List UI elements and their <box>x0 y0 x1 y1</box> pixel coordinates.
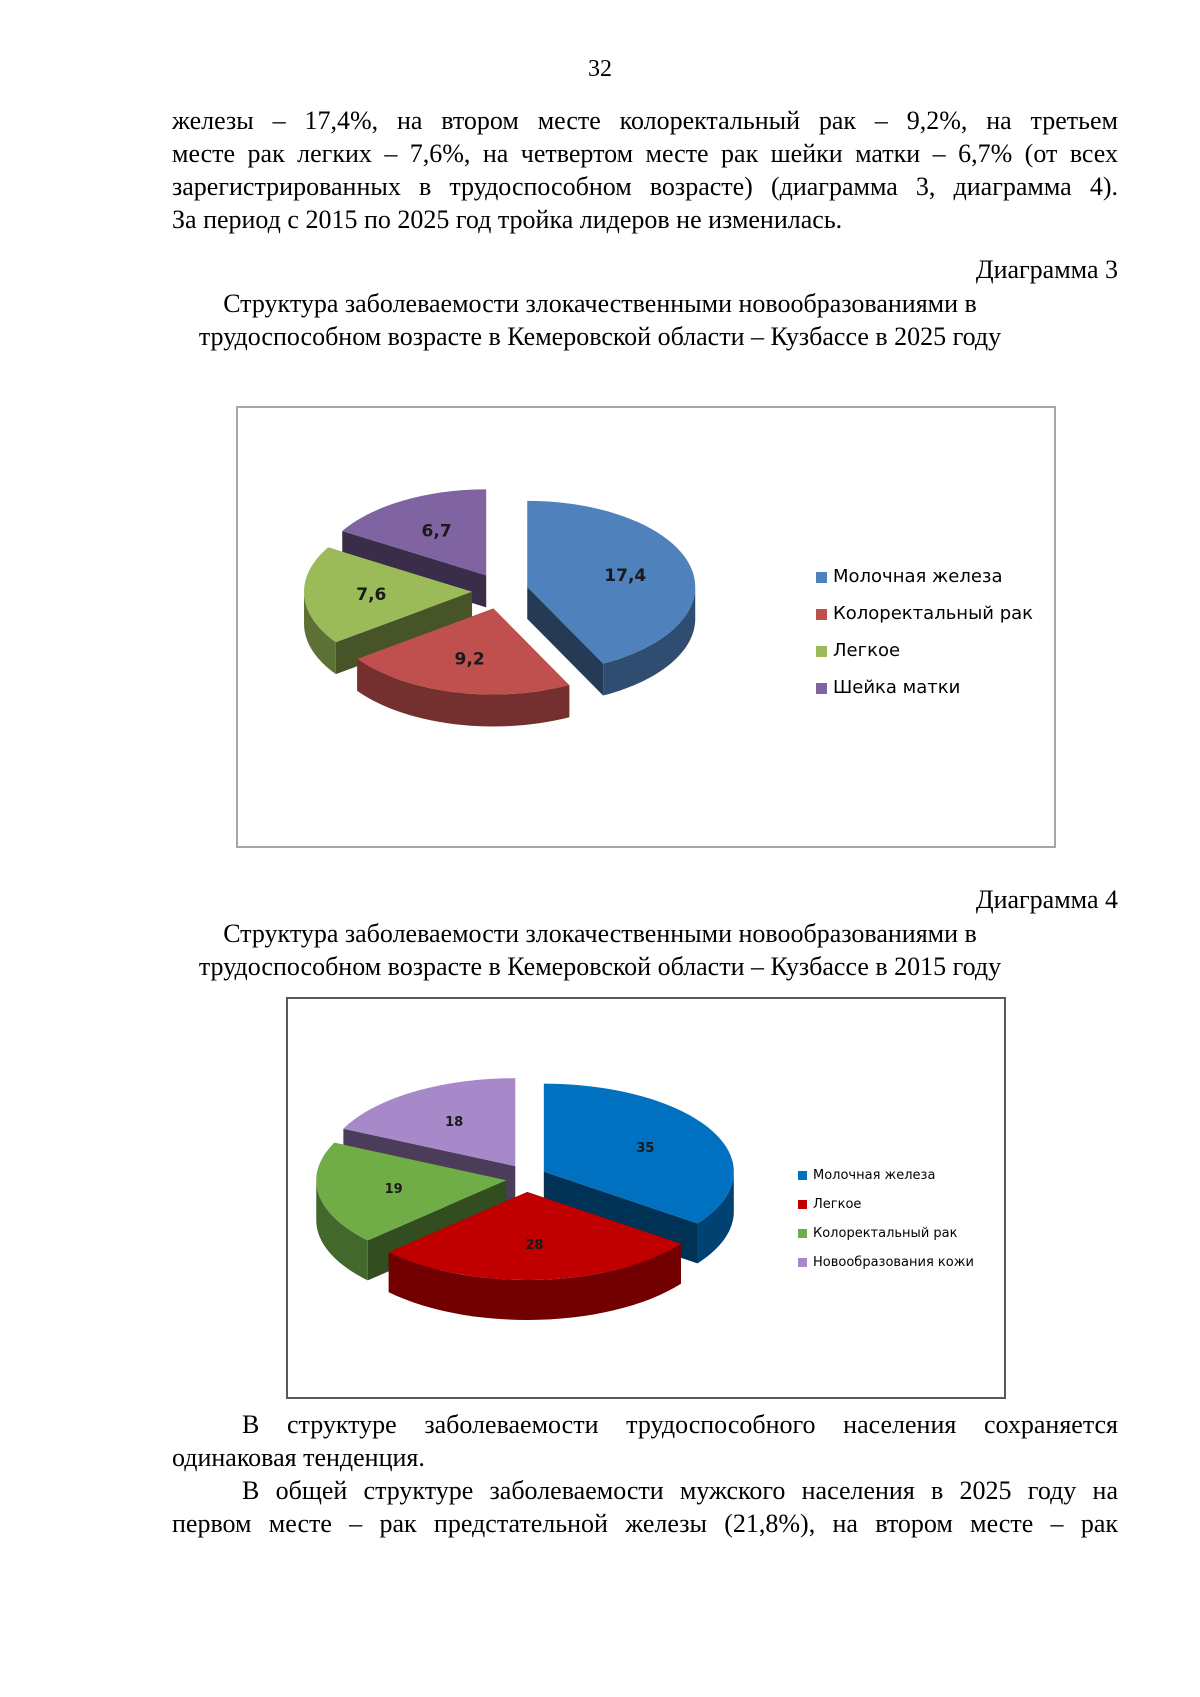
legend-swatch <box>798 1229 807 1238</box>
legend-swatch <box>816 683 827 694</box>
pie-data-label: 7,6 <box>356 584 387 605</box>
legend-entry: Молочная железа <box>833 566 1003 587</box>
diagram4-title-line: трудоспособном возрасте в Кемеровской области – Кузбассе в 2015 году <box>198 952 1002 981</box>
diagram4-label: Диаграмма 4 <box>975 885 1118 914</box>
diagram4-title-line: Структура заболеваемости злокачественными новообразованиями в <box>223 919 977 948</box>
diagram3-title <box>0 287 1200 353</box>
legend-entry: Новообразования кожи <box>813 1255 974 1270</box>
legend-swatch <box>816 572 827 583</box>
diagram3-label: Диаграмма 3 <box>975 255 1118 284</box>
pie-slice-молочная-железа <box>527 501 695 696</box>
diagram3-title-line: трудоспособном возрасте в Кемеровской области – Кузбассе в 2025 году <box>198 322 1002 351</box>
legend-swatch <box>798 1171 807 1180</box>
outro-line: первом месте – рак предстательной железы (21,8%), на втором месте – рак <box>172 1509 1118 1538</box>
legend-entry: Легкое <box>813 1197 862 1212</box>
legend-entry: Колоректальный рак <box>833 603 1034 624</box>
intro-line: железы – 17,4%, на втором месте колоректальный рак – 9,2%, на третьем <box>172 106 1118 135</box>
legend-swatch <box>816 609 827 620</box>
pie-data-label: 18 <box>445 1115 464 1131</box>
diagram4-title <box>0 917 1200 983</box>
legend-entry: Легкое <box>833 640 901 661</box>
pie-data-label: 28 <box>525 1238 544 1254</box>
intro-line: месте рак легких – 7,6%, на четвертом месте рак шейки матки – 6,7% (от всех <box>172 139 1118 168</box>
legend-swatch <box>816 646 827 657</box>
legend-entry: Шейка матки <box>833 677 961 698</box>
outro-line: В структуре заболеваемости трудоспособного населения сохраняется <box>242 1410 1118 1439</box>
outro-line: В общей структуре заболеваемости мужского населения в 2025 году на <box>242 1476 1118 1505</box>
outro-paragraph-1 <box>172 1408 1118 1474</box>
chart4-svg <box>288 999 1004 1397</box>
chart-diagram-4 <box>286 997 1006 1399</box>
diagram3-title-line: Структура заболеваемости злокачественными новообразованиями в <box>223 289 977 318</box>
pie-data-label: 6,7 <box>421 521 452 542</box>
pie-data-label: 17,4 <box>604 565 647 586</box>
outro-paragraph-2 <box>172 1474 1118 1540</box>
intro-line: зарегистрированных в трудоспособном возрасте) (диаграмма 3, диаграмма 4). <box>172 172 1118 201</box>
intro-paragraph <box>172 104 1118 236</box>
pie-data-label: 19 <box>384 1181 403 1197</box>
chart-diagram-3 <box>236 406 1056 848</box>
intro-line: За период с 2015 по 2025 год тройка лидеров не изменилась. <box>172 205 843 234</box>
legend-entry: Молочная железа <box>813 1168 936 1183</box>
legend-swatch <box>798 1200 807 1209</box>
outro-line: одинаковая тенденция. <box>172 1443 425 1472</box>
page-number: 32 <box>588 56 612 82</box>
pie-data-label: 9,2 <box>454 649 485 670</box>
chart3-svg <box>238 408 1054 846</box>
legend-entry: Колоректальный рак <box>813 1226 958 1241</box>
pie-data-label: 35 <box>636 1141 655 1157</box>
legend-swatch <box>798 1258 807 1267</box>
